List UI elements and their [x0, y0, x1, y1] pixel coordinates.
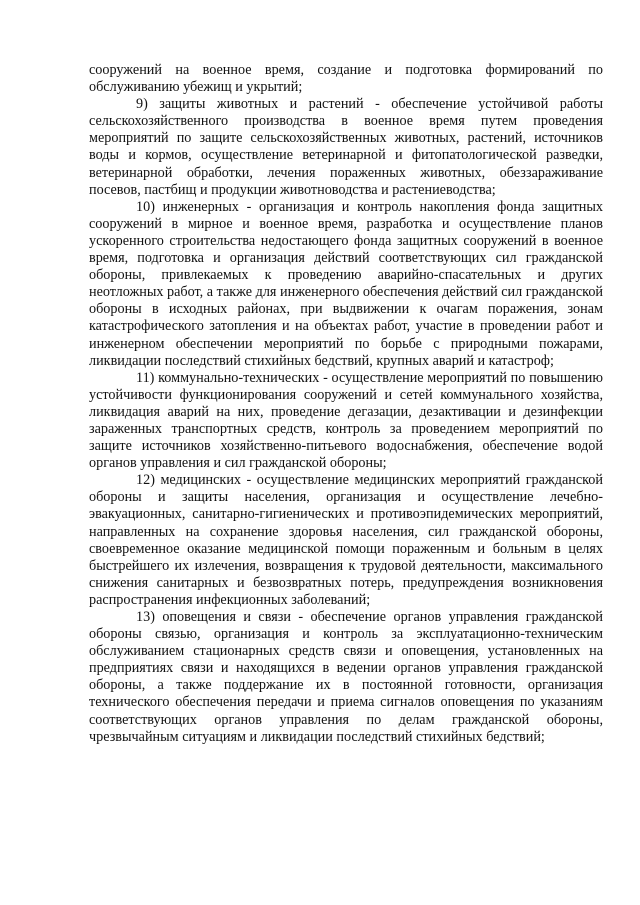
paragraph-item-13-warning-communications: 13) оповещения и связи - обеспечение органов управления гражданской обороны связью, организация и контроль за эксплуатационно-техническим обслуживанием стационарных средств связи и оповещения, установленных на предприятиях связи и находящихся в ведении органов управления гражданской обороны, а также поддержание их в постоянной готовности, организация технического обеспечения передачи и приема сигналов оповещения по указаниям соответствующих органов управления по делам гражданской обороны, чрезвычайным ситуациям и ликвидации последствий стихийных бедствий;: [89, 609, 603, 745]
document-body: [89, 62, 603, 746]
paragraph-shelter-continuation: сооружений на военное время, создание и подготовка формирований по обслуживанию убежищ и укрытий;: [89, 62, 603, 96]
paragraph-item-9-animal-plant-protection: 9) защиты животных и растений - обеспечение устойчивой работы сельскохозяйственного производства в военное время путем проведения мероприятий по защите сельскохозяйственных животных, растений, источников воды и кормов, осуществление ветеринарной и фитопатологической разведки, ветеринарной обработки, лечения пораженных животных, обеззараживание посевов, пастбищ и продукции животноводства и растениеводства;: [89, 96, 603, 198]
paragraph-item-10-engineering: 10) инженерных - организация и контроль накопления фонда защитных сооружений в мирное и военное время, разработка и осуществление планов ускоренного строительства недостающего фонда защитных сооружений в военное время, подготовка и организация действий соответствующих сил гражданской обороны, привлекаемых к проведению аварийно-спасательных и других неотложных работ, а также для инженерного обеспечения действий сил гражданской обороны в исходных районах, при выдвижении к очагам поражения, зонам катастрофического затопления и на объектах работ, участие в проведении работ и инженерном обеспечении мероприятий по борьбе с природными пожарами, ликвидации последствий стихийных бедствий, крупных аварий и катастроф;: [89, 198, 604, 369]
paragraph-item-11-utilities: 11) коммунально-технических - осуществление мероприятий по повышению устойчивости функционирования сооружений и сетей коммунального хозяйства, ликвидация аварий на них, проведение дегазации, дезактивации и дезинфекции зараженных транспортных средств, контроль за проведением мероприятий по защите источников хозяйственно-питьевого водоснабжения, обеспечение водой органов управления и сил гражданской обороны;: [89, 369, 603, 472]
paragraph-item-12-medical: 12) медицинских - осуществление медицинских мероприятий гражданской обороны и защиты населения, организация и осуществление лечебно-эвакуационных, санитарно-гигиенических и противоэпидемических мероприятий, направленных на сохранение здоровья населения, сил гражданской обороны, своевременное оказание медицинской помощи пораженным и больным в целях быстрейшего их излечения, возвращения к трудовой деятельности, максимального снижения санитарных и безвозвратных потерь, предупреждения возникновения распространения инфекционных заболеваний;: [89, 472, 603, 608]
